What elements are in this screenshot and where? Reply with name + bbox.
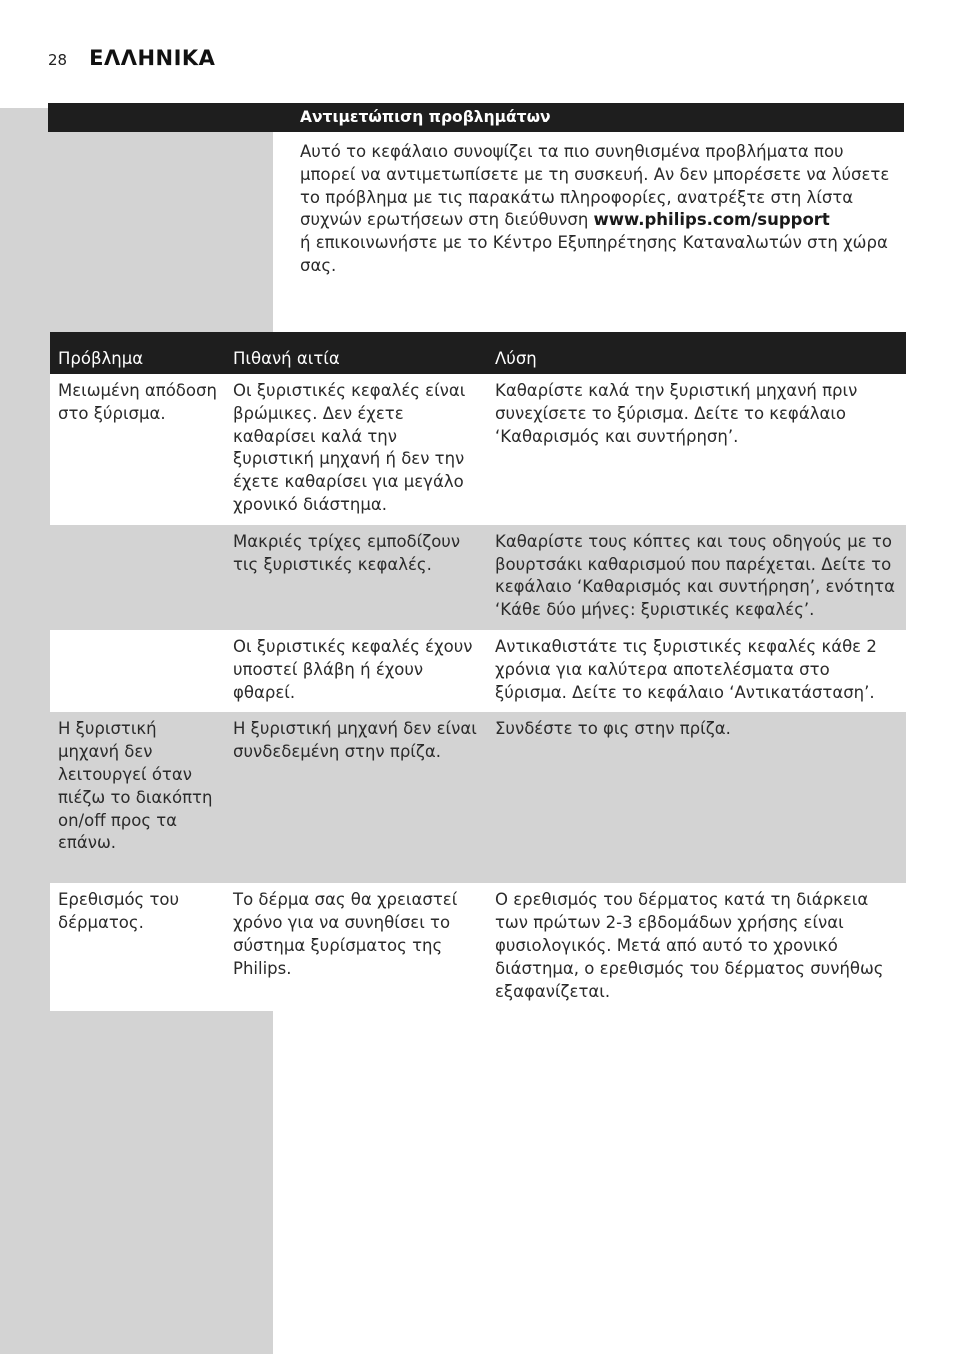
cause-cell: Το δέρμα σας θα χρειαστεί χρόνο για να συνηθίσει το σύστημα ξυρίσματος της Philips. [225, 883, 487, 1011]
intro-paragraph [300, 141, 900, 278]
cause-cell: Οι ξυριστικές κεφαλές έχουν υποστεί βλάβη ή έχουν φθαρεί. [225, 630, 487, 712]
solution-cell: Αντικαθιστάτε τις ξυριστικές κεφαλές κάθε 2 χρόνια για καλύτερα αποτελέσματα στο ξύρισμα. Δείτε το κεφάλαιο ‘Αντικατάσταση’. [487, 630, 906, 712]
intro-text-start: Αυτό το κεφάλαιο συνοψίζει τα πιο συνηθισμένα προβλήματα που μπορεί να αντιμετωπίσετε με τη συσκευή. Αν δεν μπορέσετε να λύσετε το πρόβλημα με τις παρακάτω πληροφορίες, ανατρέξτε στη λίστα συχνών ερωτήσεων στη διεύθυνση [300, 142, 890, 230]
cause-cell: Μακριές τρίχες εμποδίζουν τις ξυριστικές κεφαλές. [225, 525, 487, 630]
problem-cell: Η ξυριστική μηχανή δεν λειτουργεί όταν πιέζω το διακόπτη on/off προς τα επάνω. [50, 712, 225, 883]
solution-cell: Ο ερεθισμός του δέρματος κατά τη διάρκεια των πρώτων 2-3 εβδομάδων χρήσης είναι φυσιολογικός. Μετά από αυτό το χρονικό διάστημα, ο ερεθισμός του δέρματος συνήθως εξαφανίζεται. [487, 883, 906, 1011]
support-link[interactable]: www.philips.com/support [593, 210, 830, 230]
problem-cell: Ερεθισμός του δέρματος. [50, 883, 225, 1011]
table-row [50, 630, 906, 712]
solution-cell: Καθαρίστε καλά την ξυριστική μηχανή πριν συνεχίσετε το ξύρισμα. Δείτε το κεφάλαιο ‘Καθαρισμός και συντήρηση’. [487, 374, 906, 525]
intro-text-end: ή επικοινωνήστε με το Κέντρο Εξυπηρέτησης Καταναλωτών στη χώρα σας. [300, 233, 888, 275]
problem-cell [50, 630, 225, 712]
problem-cell [50, 525, 225, 630]
language-title: ΕΛΛΗΝΙΚΑ [89, 46, 216, 70]
table-header-row [50, 332, 906, 374]
table-row [50, 883, 906, 1011]
section-header-bar [48, 103, 904, 132]
table-row [50, 525, 906, 630]
solution-cell: Καθαρίστε τους κόπτες και τους οδηγούς με το βουρτσάκι καθαρισμού που παρέχεται. Δείτε το κεφάλαιο ‘Καθαρισμός και συντήρηση’, ενότητα ‘Κάθε δύο μήνες: ξυριστικές κεφαλές’. [487, 525, 906, 630]
page-header [48, 46, 215, 76]
section-title: Αντιμετώπιση προβλημάτων [300, 108, 551, 126]
page-number: 28 [48, 51, 68, 69]
header-solution: Λύση [487, 332, 906, 374]
table-row [50, 374, 906, 525]
troubleshooting-table [50, 332, 906, 1011]
cause-cell: Η ξυριστική μηχανή δεν είναι συνδεδεμένη στην πρίζα. [225, 712, 487, 883]
table-row [50, 712, 906, 883]
header-cause: Πιθανή αιτία [225, 332, 487, 374]
solution-cell: Συνδέστε το φις στην πρίζα. [487, 712, 906, 883]
header-problem: Πρόβλημα [50, 332, 225, 374]
cause-cell: Οι ξυριστικές κεφαλές είναι βρώμικες. Δεν έχετε καθαρίσει καλά την ξυριστική μηχανή ή δεν την έχετε καθαρίσει για μεγάλο χρονικό διάστημα. [225, 374, 487, 525]
problem-cell: Μειωμένη απόδοση στο ξύρισμα. [50, 374, 225, 525]
